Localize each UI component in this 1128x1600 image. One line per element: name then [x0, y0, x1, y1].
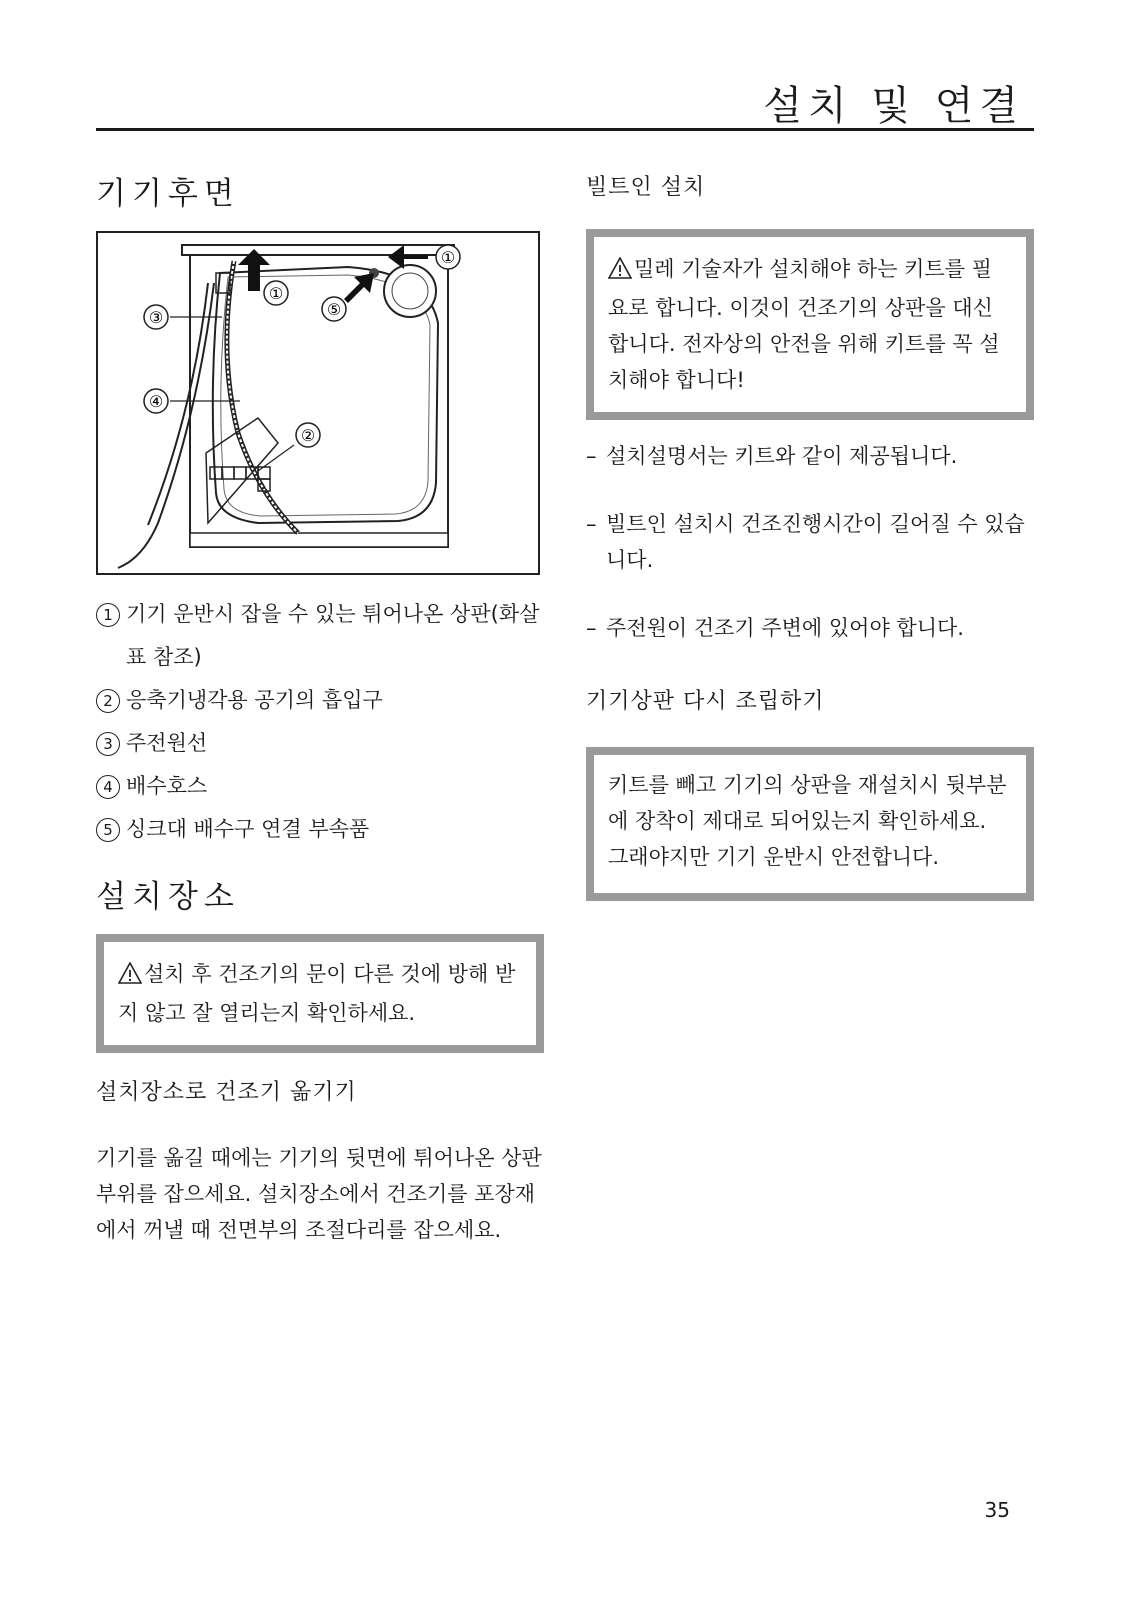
dryer-rear-illustration: [98, 233, 538, 573]
builtin-notes: [586, 438, 1034, 646]
left-column: [96, 168, 544, 1248]
note-item: [586, 438, 1034, 474]
note-item: [586, 610, 1034, 646]
figure-callout-4: ④: [148, 392, 164, 411]
legend-item: [96, 765, 544, 808]
rear-view-figure: [96, 231, 540, 575]
dash-bullet: –: [586, 512, 597, 536]
page-title: 설치 및 연결: [763, 83, 1024, 129]
reassemble-heading: 기기상판 다시 조립하기: [586, 689, 825, 714]
legend-item: [96, 679, 544, 722]
figure-callout-1b: ①: [268, 284, 284, 303]
figure-callout-1a: ①: [440, 248, 456, 267]
legend-text: 배수호스: [126, 774, 208, 798]
dash-bullet: –: [586, 616, 597, 640]
builtin-warning-box: [586, 229, 1034, 420]
reassemble-box: [586, 747, 1034, 901]
location-warning-text: 설치 후 건조기의 문이 다른 것에 방해 받지 않고 잘 열리는지 확인하세요.: [118, 962, 516, 1025]
warning-triangle-icon: [608, 254, 632, 290]
legend-text: 싱크대 배수구 연결 부속품: [126, 817, 370, 841]
move-text: 기기를 옮길 때에는 기기의 뒷면에 튀어나온 상판부위를 잡으세요. 설치장소에서 건조기를 포장재에서 꺼낼 때 전면부의 조절다리를 잡으세요.: [96, 1146, 542, 1242]
legend-item: [96, 722, 544, 765]
note-text: 빌트인 설치시 건조진행시간이 길어질 수 있습니다.: [606, 512, 1025, 572]
legend-item: [96, 808, 544, 851]
location-warning-box: [96, 934, 544, 1053]
note-item: [586, 506, 1034, 578]
legend-number: 3: [96, 732, 120, 756]
legend-item: [96, 593, 544, 679]
figure-callout-3: ③: [148, 308, 164, 327]
figure-legend: [96, 593, 544, 851]
warning-triangle-icon: [118, 959, 142, 995]
figure-callout-5: ⑤: [326, 300, 342, 319]
move-heading: 설치장소로 건조기 옮기기: [96, 1080, 357, 1105]
location-heading: 설치장소: [96, 879, 240, 915]
rear-heading: 기기후면: [96, 176, 240, 212]
builtin-warning-text: 밀레 기술자가 설치해야 하는 키트를 필요로 합니다. 이것이 건조기의 상판을 대신합니다. 전자상의 안전을 위해 키트를 꼭 설치해야 합니다!: [608, 257, 1000, 392]
title-rule: [96, 128, 1034, 131]
right-column: [586, 170, 1034, 901]
legend-text: 주전원선: [126, 731, 208, 755]
note-text: 주전원이 건조기 주변에 있어야 합니다.: [606, 616, 964, 640]
legend-text: 응축기냉각용 공기의 흡입구: [126, 688, 383, 712]
note-text: 설치설명서는 키트와 같이 제공됩니다.: [606, 444, 958, 468]
legend-number: 2: [96, 689, 120, 713]
dash-bullet: –: [586, 444, 597, 468]
figure-callout-2: ②: [300, 426, 316, 445]
legend-number: 1: [96, 603, 120, 627]
builtin-heading: 빌트인 설치: [586, 175, 706, 200]
legend-number: 4: [96, 775, 120, 799]
page-number: 35: [984, 1498, 1010, 1522]
reassemble-text: 키트를 빼고 기기의 상판을 재설치시 뒷부분에 장착이 제대로 되어있는지 확인하세요. 그래야지만 기기 운반시 안전합니다.: [608, 773, 1007, 869]
legend-number: 5: [96, 818, 120, 842]
legend-text: 기기 운반시 잡을 수 있는 튀어나온 상판(화살표 참조): [126, 602, 540, 669]
